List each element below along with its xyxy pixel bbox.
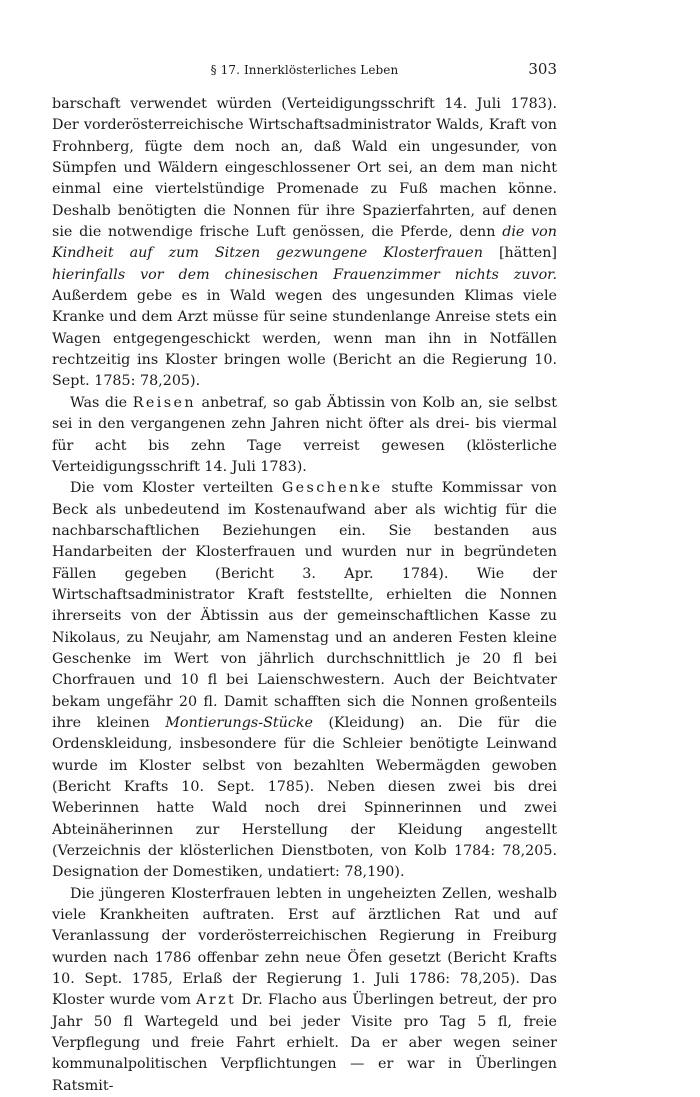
emphasized-term: Geschenke xyxy=(281,480,383,497)
text-run: Außerdem gebe es in Wald wegen des ungesunden Klimas viele Kranke und dem Arzt müsse für seine stundenlange Anreise stets ein Wagen entgegengeschickt werden, wenn man ihn in Notfällen rechtzeitig ins Kloster bringen wolle (Bericht an die Regierung 10. Sept. 1785: 78,205). xyxy=(52,288,557,390)
paragraph-1 xyxy=(52,94,557,393)
paragraph-2 xyxy=(52,393,557,478)
text-run: Was die xyxy=(70,394,133,411)
text-run: (Kleidung) an. Die für die Ordenskleidung, insbesondere für die Schleier benötigte Leinwand wurde im Kloster selbst von bezahlten Webermägden gewoben (Bericht Krafts 10. Sept. 1785). Neben diesen zwei bis drei Weberinnen hatte Wald noch drei Spinnerinnen und zwei Abteinäherinnen zur Herstellung der Kleidung angestellt (Verzeichnis der klösterlichen Dienstboten, von Kolb 1784: 78,205. Designation der Domestiken, undatiert: 78,190). xyxy=(52,714,557,881)
running-head: § 17. Innerklösterliches Leben xyxy=(210,63,399,77)
text-run: [hätten] xyxy=(482,245,557,262)
emphasized-term: Reisen xyxy=(132,394,196,411)
text-run: Die jüngeren Klosterfrauen lebten in ungeheizten Zellen, weshalb viele Krankheiten auftraten. Erst auf ärztlichen Rat und auf Veranlassung der vorderösterreichischen Regierung in Freiburg wurden nach 1786 offenbar zehn neue Öfen gesetzt (Bericht Krafts 10. Sept. 1785, Erlaß der Regierung 1. Juli 1786: 78,205). Das Kloster wurde vom xyxy=(52,885,557,1009)
paragraph-4 xyxy=(52,884,557,1097)
quotation: hierinfalls vor dem chinesischen Frauenzimmer nichts zuvor. xyxy=(52,266,557,283)
body-text xyxy=(52,94,557,1097)
quotation: Montierungs-Stücke xyxy=(165,714,313,731)
text-run: anbetraf, so gab Äbtissin von Kolb an, sie selbst sei in den vergangenen zehn Jahren nicht öfter als drei- bis viermal für acht bis zehn Tage verreist gewesen (klösterliche Verteidigungsschrift 14. Juli 1783). xyxy=(52,394,557,475)
paragraph-3 xyxy=(52,478,557,884)
page-number: 303 xyxy=(528,60,557,78)
text-run: Die vom Kloster verteilten xyxy=(70,480,282,497)
text-run: Dr. Flacho aus Überlingen betreut, der pro Jahr 50 fl Wartegeld und bei jeder Visite pro Tag 5 fl, freie Verpflegung und freie Fahrt erhielt. Da er aber wegen seiner kommunalpolitischen Verpflichtungen — er war in Überlingen Ratsmit- xyxy=(52,992,557,1094)
emphasized-term: Arzt xyxy=(196,992,237,1009)
text-run: stufte Kommissar von Beck als unbedeutend im Kostenaufwand aber als wichtig für die nachbarschaftlichen Beziehungen ein. Sie bestanden aus Handarbeiten der Klosterfrauen und wurden nur in begründeten Fällen gegeben (Bericht 3. Apr. 1784). Wie der Wirtschaftsadministrator Kraft feststellte, erhielten die Nonnen ihrerseits von der Äbtissin aus der gemeinschaftlichen Kasse zu Nikolaus, zu Neujahr, am Namenstag und an anderen Festen kleine Geschenke im Wert von jährlich durchschnittlich je 20 fl bei Chorfrauen und 10 fl bei Laienschwestern. Auch der Beichtvater bekam ungefähr 20 fl. Damit schafften sich die Nonnen großenteils ihre kleinen xyxy=(52,480,557,731)
quotation: die von Kindheit auf zum Sitzen gezwungene Klosterfrauen xyxy=(52,224,558,262)
text-run: barschaft verwendet würden (Verteidigungsschrift 14. Juli 1783). Der vorderösterreichische Wirtschaftsadministrator Walds, Kraft von Frohnberg, fügte dem noch an, daß Wald ein ungesunder, von Sümpfen und Wäldern eingeschlossener Ort sei, an dem man nicht einmal eine viertelstündige Promenade zu Fuß machen könne. Deshalb benötigten die Nonnen für ihre Spazierfahrten, auf denen sie die notwendige frische Luft genössen, die Pferde, denn xyxy=(52,96,557,241)
page-header xyxy=(52,60,557,80)
